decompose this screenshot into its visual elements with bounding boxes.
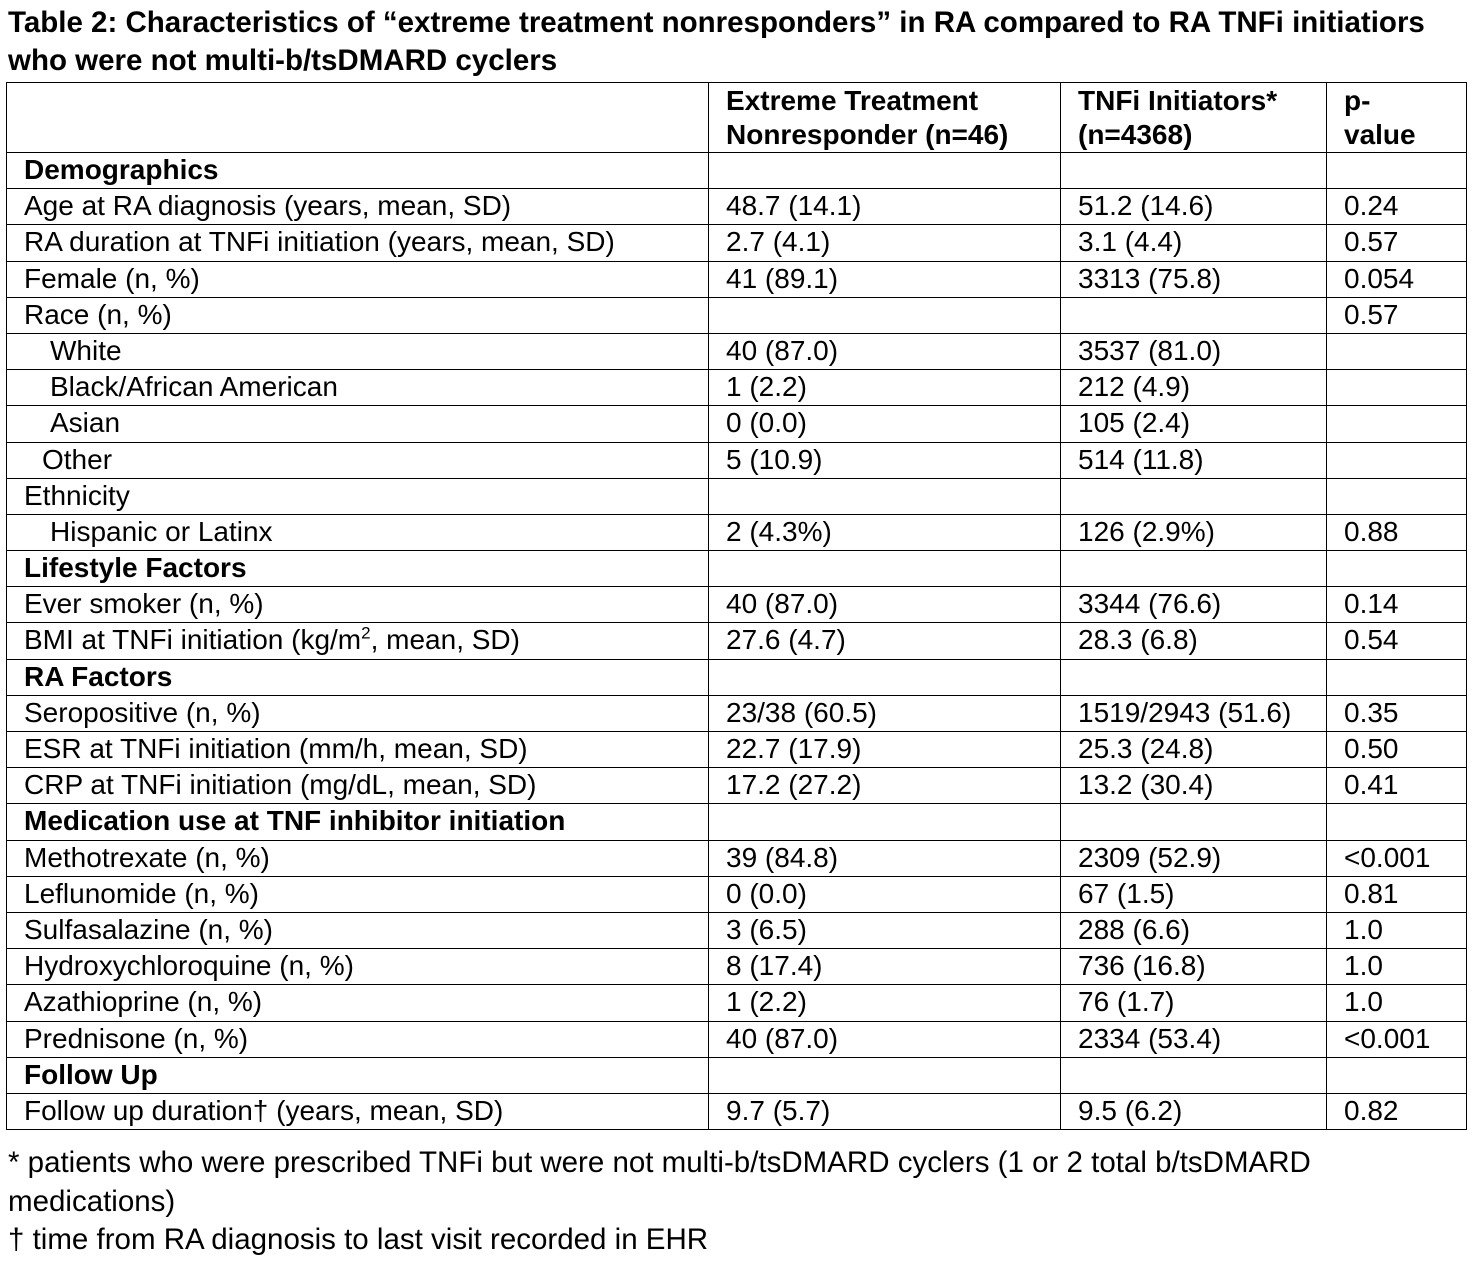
label-text: Methotrexate (n, %) <box>24 841 270 873</box>
header-text: value <box>1344 119 1416 150</box>
row-label <box>7 514 709 550</box>
row-label <box>7 912 709 948</box>
label-text: Medication use at TNF inhibitor initiation <box>24 805 566 837</box>
tnfi-initiators-value: 514 (11.8) <box>1061 442 1327 478</box>
section-row <box>7 1057 1467 1093</box>
p-value: <0.001 <box>1327 840 1467 876</box>
row-label <box>7 1021 709 1057</box>
extreme-nonresponder-value <box>709 659 1061 695</box>
row-label <box>7 695 709 731</box>
p-value <box>1327 551 1467 587</box>
p-value <box>1327 333 1467 369</box>
section-heading <box>7 659 709 695</box>
label-text: BMI at TNFi initiation (kg/m <box>24 624 362 656</box>
header-extreme-nonresponder <box>709 83 1061 153</box>
row-label <box>7 225 709 261</box>
table-row <box>7 297 1467 333</box>
tnfi-initiators-value: 2309 (52.9) <box>1061 840 1327 876</box>
tnfi-initiators-value: 9.5 (6.2) <box>1061 1093 1327 1129</box>
label-text: Demographics <box>24 154 219 185</box>
table-row <box>7 370 1467 406</box>
row-label <box>7 840 709 876</box>
extreme-nonresponder-value: 0 (0.0) <box>709 876 1061 912</box>
header-characteristic <box>7 83 709 153</box>
label-text: Other <box>42 443 113 475</box>
extreme-nonresponder-value: 3 (6.5) <box>709 912 1061 948</box>
header-text: Nonresponder (n=46) <box>726 119 1009 150</box>
section-row <box>7 659 1467 695</box>
tnfi-initiators-value: 76 (1.7) <box>1061 985 1327 1021</box>
row-label <box>7 406 709 442</box>
table-row <box>7 189 1467 225</box>
section-heading <box>7 1057 709 1093</box>
footnotes <box>8 1144 1408 1260</box>
tnfi-initiators-value: 3537 (81.0) <box>1061 333 1327 369</box>
p-value: 0.50 <box>1327 732 1467 768</box>
table-row <box>7 225 1467 261</box>
extreme-nonresponder-value: 41 (89.1) <box>709 261 1061 297</box>
extreme-nonresponder-value: 39 (84.8) <box>709 840 1061 876</box>
extreme-nonresponder-value: 40 (87.0) <box>709 1021 1061 1057</box>
row-label <box>7 985 709 1021</box>
table-row <box>7 985 1467 1021</box>
p-value: 0.54 <box>1327 623 1467 659</box>
extreme-nonresponder-value: 27.6 (4.7) <box>709 623 1061 659</box>
tnfi-initiators-value: 736 (16.8) <box>1061 949 1327 985</box>
extreme-nonresponder-value <box>709 1057 1061 1093</box>
table-row <box>7 442 1467 478</box>
label-text: Azathioprine (n, %) <box>24 986 263 1018</box>
extreme-nonresponder-value: 23/38 (60.5) <box>709 695 1061 731</box>
characteristics-table <box>6 82 1467 1130</box>
extreme-nonresponder-value: 40 (87.0) <box>709 333 1061 369</box>
header-text: TNFi Initiators* <box>1078 85 1278 116</box>
p-value: <0.001 <box>1327 1021 1467 1057</box>
table-row <box>7 333 1467 369</box>
tnfi-initiators-value: 288 (6.6) <box>1061 912 1327 948</box>
row-label <box>7 949 709 985</box>
p-value <box>1327 442 1467 478</box>
label-text: Follow up duration† (years, mean, SD) <box>24 1094 504 1126</box>
p-value: 0.57 <box>1327 297 1467 333</box>
p-value <box>1327 370 1467 406</box>
p-value: 0.14 <box>1327 587 1467 623</box>
label-text: Age at RA diagnosis (years, mean, SD) <box>24 190 512 222</box>
tnfi-initiators-value: 51.2 (14.6) <box>1061 189 1327 225</box>
row-label <box>7 768 709 804</box>
tnfi-initiators-value: 28.3 (6.8) <box>1061 623 1327 659</box>
p-value: 1.0 <box>1327 912 1467 948</box>
row-label <box>7 587 709 623</box>
p-value: 0.81 <box>1327 876 1467 912</box>
label-text: Hispanic or Latinx <box>50 515 273 547</box>
tnfi-initiators-value <box>1061 1057 1327 1093</box>
p-value: 0.82 <box>1327 1093 1467 1129</box>
label-text: Ethnicity <box>24 479 130 511</box>
section-heading <box>7 804 709 840</box>
label-text: Ever smoker (n, %) <box>24 588 264 620</box>
extreme-nonresponder-value: 9.7 (5.7) <box>709 1093 1061 1129</box>
tnfi-initiators-value <box>1061 478 1327 514</box>
table-row <box>7 261 1467 297</box>
table-row <box>7 514 1467 550</box>
tnfi-initiators-value <box>1061 659 1327 695</box>
label-text: Race (n, %) <box>24 298 172 330</box>
section-row <box>7 551 1467 587</box>
row-label <box>7 333 709 369</box>
label-text: Asian <box>50 407 121 439</box>
table-row <box>7 768 1467 804</box>
tnfi-initiators-value: 126 (2.9%) <box>1061 514 1327 550</box>
label-text: Female (n, %) <box>24 262 200 294</box>
tnfi-initiators-value: 13.2 (30.4) <box>1061 768 1327 804</box>
extreme-nonresponder-value: 40 (87.0) <box>709 587 1061 623</box>
row-label <box>7 1093 709 1129</box>
label-text: Sulfasalazine (n, %) <box>24 913 274 945</box>
row-label <box>7 297 709 333</box>
header-text: p- <box>1344 85 1371 116</box>
header-p-value <box>1327 83 1467 153</box>
label-text: White <box>50 334 122 366</box>
p-value: 0.57 <box>1327 225 1467 261</box>
extreme-nonresponder-value: 22.7 (17.9) <box>709 732 1061 768</box>
p-value: 0.054 <box>1327 261 1467 297</box>
tnfi-initiators-value <box>1061 153 1327 189</box>
p-value: 0.35 <box>1327 695 1467 731</box>
table-row <box>7 623 1467 659</box>
section-heading <box>7 153 709 189</box>
extreme-nonresponder-value <box>709 153 1061 189</box>
row-label <box>7 442 709 478</box>
footnote-dagger: † time from RA diagnosis to last visit recorded in EHR <box>8 1223 709 1256</box>
tnfi-initiators-value: 3.1 (4.4) <box>1061 225 1327 261</box>
row-label <box>7 261 709 297</box>
label-text: Black/African American <box>50 371 338 403</box>
table-row <box>7 406 1467 442</box>
tnfi-initiators-value: 67 (1.5) <box>1061 876 1327 912</box>
extreme-nonresponder-value <box>709 551 1061 587</box>
table-row <box>7 1021 1467 1057</box>
header-text: (n=4368) <box>1078 119 1193 150</box>
p-value <box>1327 659 1467 695</box>
tnfi-initiators-value: 212 (4.9) <box>1061 370 1327 406</box>
extreme-nonresponder-value: 48.7 (14.1) <box>709 189 1061 225</box>
extreme-nonresponder-value: 5 (10.9) <box>709 442 1061 478</box>
header-row <box>7 83 1467 153</box>
tnfi-initiators-value <box>1061 804 1327 840</box>
row-label <box>7 623 709 659</box>
extreme-nonresponder-value: 0 (0.0) <box>709 406 1061 442</box>
label-text: ESR at TNFi initiation (mm/h, mean, SD) <box>24 733 528 764</box>
extreme-nonresponder-value <box>709 804 1061 840</box>
row-label <box>7 370 709 406</box>
extreme-nonresponder-value: 8 (17.4) <box>709 949 1061 985</box>
p-value <box>1327 478 1467 514</box>
p-value <box>1327 1057 1467 1093</box>
table-row <box>7 732 1467 768</box>
extreme-nonresponder-value: 2.7 (4.1) <box>709 225 1061 261</box>
extreme-nonresponder-value: 1 (2.2) <box>709 985 1061 1021</box>
table-row <box>7 876 1467 912</box>
label-text: Prednisone (n, %) <box>24 1022 249 1054</box>
label-text: Lifestyle Factors <box>24 552 247 584</box>
tnfi-initiators-value: 2334 (53.4) <box>1061 1021 1327 1057</box>
tnfi-initiators-value: 25.3 (24.8) <box>1061 732 1327 768</box>
row-label <box>7 189 709 225</box>
tnfi-initiators-value <box>1061 551 1327 587</box>
label-text: Leflunomide (n, %) <box>24 877 260 909</box>
p-value <box>1327 153 1467 189</box>
header-tnfi-initiators <box>1061 83 1327 153</box>
tnfi-initiators-value <box>1061 297 1327 333</box>
section-row <box>7 153 1467 189</box>
p-value: 0.41 <box>1327 768 1467 804</box>
tnfi-initiators-value: 3344 (76.6) <box>1061 587 1327 623</box>
table-row <box>7 695 1467 731</box>
table-title: Table 2: Characteristics of “extreme treatment nonresponders” in RA compared to RA TNFi initiatiors who were not multi-b/tsDMARD cyclers <box>8 6 1425 77</box>
header-text: Extreme Treatment <box>726 85 979 116</box>
extreme-nonresponder-value: 1 (2.2) <box>709 370 1061 406</box>
footnote-asterisk: * patients who were prescribed TNFi but were not multi-b/tsDMARD cyclers (1 or 2 total b/tsDMARD medications) <box>8 1146 1311 1218</box>
row-label <box>7 876 709 912</box>
p-value: 0.24 <box>1327 189 1467 225</box>
table-row <box>7 840 1467 876</box>
table-body <box>7 153 1467 1130</box>
label-text: Seropositive (n, %) <box>24 696 261 728</box>
tnfi-initiators-value: 3313 (75.8) <box>1061 261 1327 297</box>
superscript: 2 <box>361 624 371 644</box>
extreme-nonresponder-value: 2 (4.3%) <box>709 514 1061 550</box>
table-row <box>7 949 1467 985</box>
section-heading <box>7 551 709 587</box>
tnfi-initiators-value: 105 (2.4) <box>1061 406 1327 442</box>
label-text: , mean, SD) <box>370 624 520 656</box>
label-text: CRP at TNFi initiation (mg/dL, mean, SD) <box>24 769 537 801</box>
p-value <box>1327 804 1467 840</box>
section-row <box>7 804 1467 840</box>
extreme-nonresponder-value: 17.2 (27.2) <box>709 768 1061 804</box>
row-label <box>7 732 709 768</box>
p-value: 1.0 <box>1327 949 1467 985</box>
table-row <box>7 912 1467 948</box>
label-text: Hydroxychloroquine (n, %) <box>24 950 354 982</box>
label-text: RA Factors <box>24 660 173 692</box>
table-row <box>7 478 1467 514</box>
p-value: 1.0 <box>1327 985 1467 1021</box>
label-text: Follow Up <box>24 1058 158 1090</box>
tnfi-initiators-value: 1519/2943 (51.6) <box>1061 695 1327 731</box>
label-text: RA duration at TNFi initiation (years, mean, SD) <box>24 226 615 258</box>
p-value <box>1327 406 1467 442</box>
p-value: 0.88 <box>1327 514 1467 550</box>
extreme-nonresponder-value <box>709 478 1061 514</box>
row-label <box>7 478 709 514</box>
table-row <box>7 587 1467 623</box>
extreme-nonresponder-value <box>709 297 1061 333</box>
table-row <box>7 1093 1467 1129</box>
